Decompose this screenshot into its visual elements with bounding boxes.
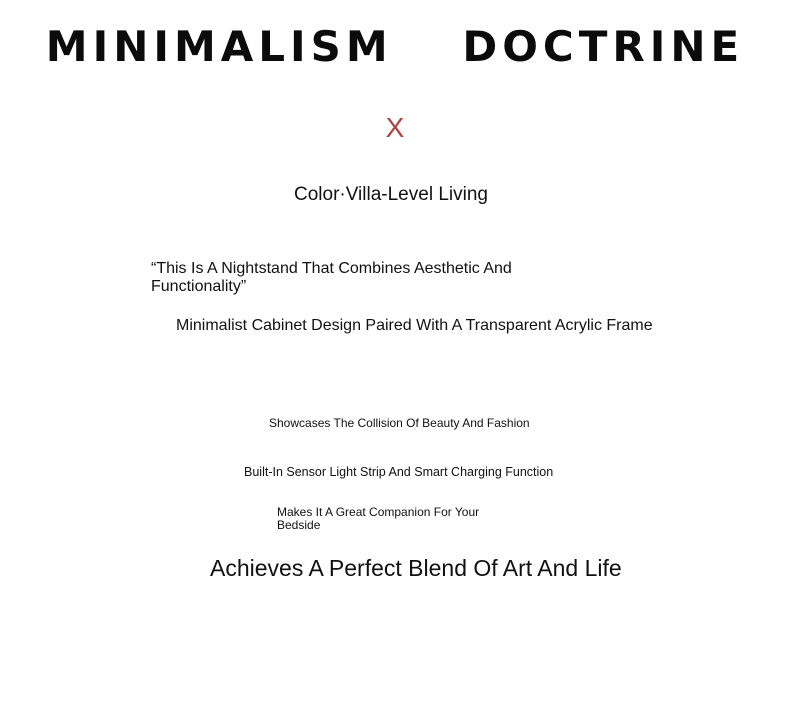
feature-line-3: Makes It A Great Companion For Your Bedside — [277, 505, 480, 532]
page-title-word-2: DOCTRINE — [462, 22, 745, 71]
feature-line-1: Showcases The Collision Of Beauty And Fashion — [269, 416, 530, 430]
design-description: Minimalist Cabinet Design Paired With A Transparent Acrylic Frame — [176, 317, 653, 334]
divider-x-mark: X — [385, 112, 405, 143]
closing-statement: Achieves A Perfect Blend Of Art And Life — [210, 555, 622, 581]
page-title — [0, 22, 790, 71]
feature-line-2: Built-In Sensor Light Strip And Smart Charging Function — [244, 465, 554, 479]
quote-text: “This Is A Nightstand That Combines Aesthetic And Functionality” — [151, 260, 512, 295]
subtitle: Color·Villa-Level Living — [294, 184, 488, 205]
page-title-word-1: MINIMALISM — [45, 22, 393, 71]
